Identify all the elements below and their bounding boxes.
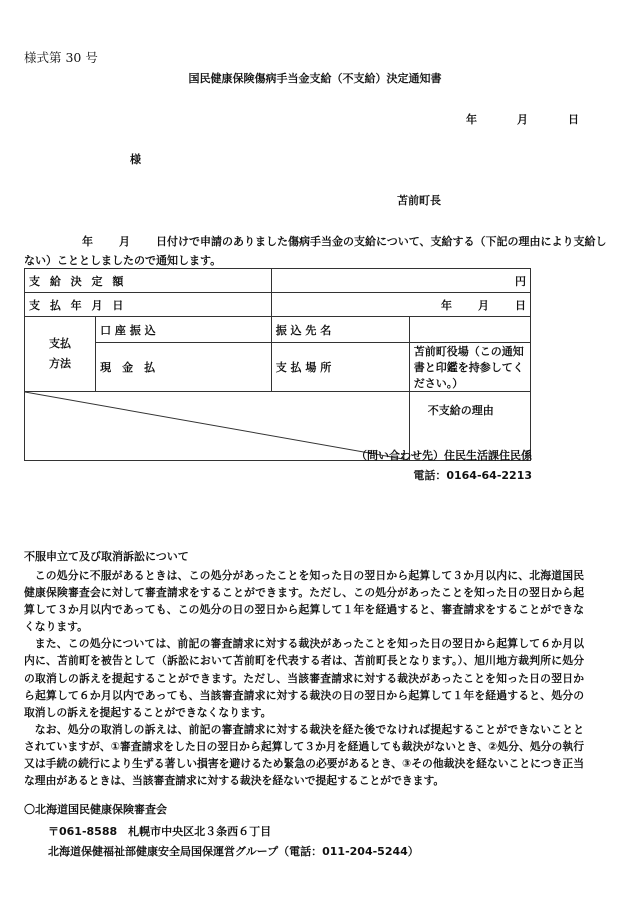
transfer-dest-value xyxy=(409,317,530,343)
appeal-heading: 不服申立て及び取消訴訟について xyxy=(24,550,189,563)
addressee-suffix: 様 xyxy=(130,153,141,166)
intro-text: 日付けで申請のありました傷病手当金の支給について、支給する（下記の理由により支給しない）こととしましたので通知します。 xyxy=(24,235,607,267)
sender-name: 苫前町長 xyxy=(397,194,441,207)
intro-year: 年 xyxy=(82,235,93,248)
issue-date xyxy=(466,111,579,127)
amount-row xyxy=(25,269,531,293)
amount-label: 支 給 決 定 額 xyxy=(25,269,272,293)
intro-month: 月 xyxy=(119,235,130,248)
transfer-dest-label: 振 込 先 名 xyxy=(271,317,409,343)
paydate-value xyxy=(271,293,530,317)
form-number: 様式第 30 号 xyxy=(24,50,98,65)
appeal-paragraph-2: また、この処分については、前記の審査請求に対する裁決があったことを知った日の翌日から起算して６か月以内に、苫前町を被告として（訴訟において苫前町を代表する者は、苫前町長となります。）、旭川地方裁判所に処分の取消しの訴えを提起することができます。ただし、当該審査請求に対する裁決があったことを知った日の翌日から起算して６か月以内であっても、当該審査請求に対する裁決の日の翌日から起算して１年を経過すると、処分の取消しの訴えを提起することができなくなります。 xyxy=(24,637,584,719)
pay-place-value: 苫前町役場（この通知書と印鑑を持参してください。） xyxy=(409,343,530,392)
cash-label: 現 金 払 xyxy=(96,343,272,392)
issue-date-month: 月 xyxy=(517,113,528,126)
pay-place-label: 支 払 場 所 xyxy=(271,343,409,392)
document-title: 国民健康保険傷病手当金支給（不支給）決定通知書 xyxy=(188,72,442,85)
review-board-address: 〒061-8588 札幌市中央区北３条西６丁目 xyxy=(48,825,272,838)
payment-table xyxy=(24,268,531,461)
contact-phone: 電話：0164-64-2213 xyxy=(413,469,532,482)
method-label xyxy=(25,317,96,392)
paydate-year: 年 xyxy=(441,298,452,312)
method-label-1: 支払 xyxy=(49,337,72,350)
appeal-body xyxy=(24,567,584,789)
paydate-label: 支 払 年 月 日 xyxy=(25,293,272,317)
cash-row xyxy=(25,343,531,392)
intro-paragraph xyxy=(24,232,607,270)
transfer-label: 口 座 振 込 xyxy=(96,317,272,343)
diagonal-line xyxy=(25,392,409,460)
reason-label: 不支給の理由 xyxy=(427,404,494,417)
amount-unit: 円 xyxy=(271,269,530,293)
review-board-department: 北海道保健福祉部健康安全局国保運営グループ（電話：011-204-5244） xyxy=(48,845,419,858)
transfer-row xyxy=(25,317,531,343)
issue-date-year: 年 xyxy=(466,113,477,126)
contact-info: （問い合わせ先）住民生活課住民係 xyxy=(356,449,532,462)
method-label-2: 方法 xyxy=(49,357,72,370)
paydate-month: 月 xyxy=(478,298,489,312)
issue-date-day: 日 xyxy=(568,113,579,126)
paydate-row xyxy=(25,293,531,317)
review-board-name: 〇北海道国民健康保険審査会 xyxy=(24,803,167,816)
appeal-paragraph-1: この処分に不服があるときは、この処分があったことを知った日の翌日から起算して３か月以内に、北海道国民健康保険審査会に対して審査請求をすることができます。ただし、この処分があったことを知った日の翌日から起算して３か月以内であっても、この処分の日の翌日から起算して１年を経過すると、審査請求をすることができなくなります。 xyxy=(24,569,584,634)
paydate-day: 日 xyxy=(515,298,526,312)
diagonal-blank-cell xyxy=(25,392,410,461)
appeal-paragraph-3: なお、処分の取消しの訴えは、前記の審査請求に対する裁決を経た後でなければ提起することができないこととされていますが、①審査請求をした日の翌日から起算して３か月を経過しても裁決がないとき、②処分、処分の執行又は手続の続行により生ずる著しい損害を避けるため緊急の必要があるとき、③その他裁決を経ないことにつき正当な理由があるときは、当該審査請求に対する裁決を経ないで提起することができます。 xyxy=(24,722,584,788)
